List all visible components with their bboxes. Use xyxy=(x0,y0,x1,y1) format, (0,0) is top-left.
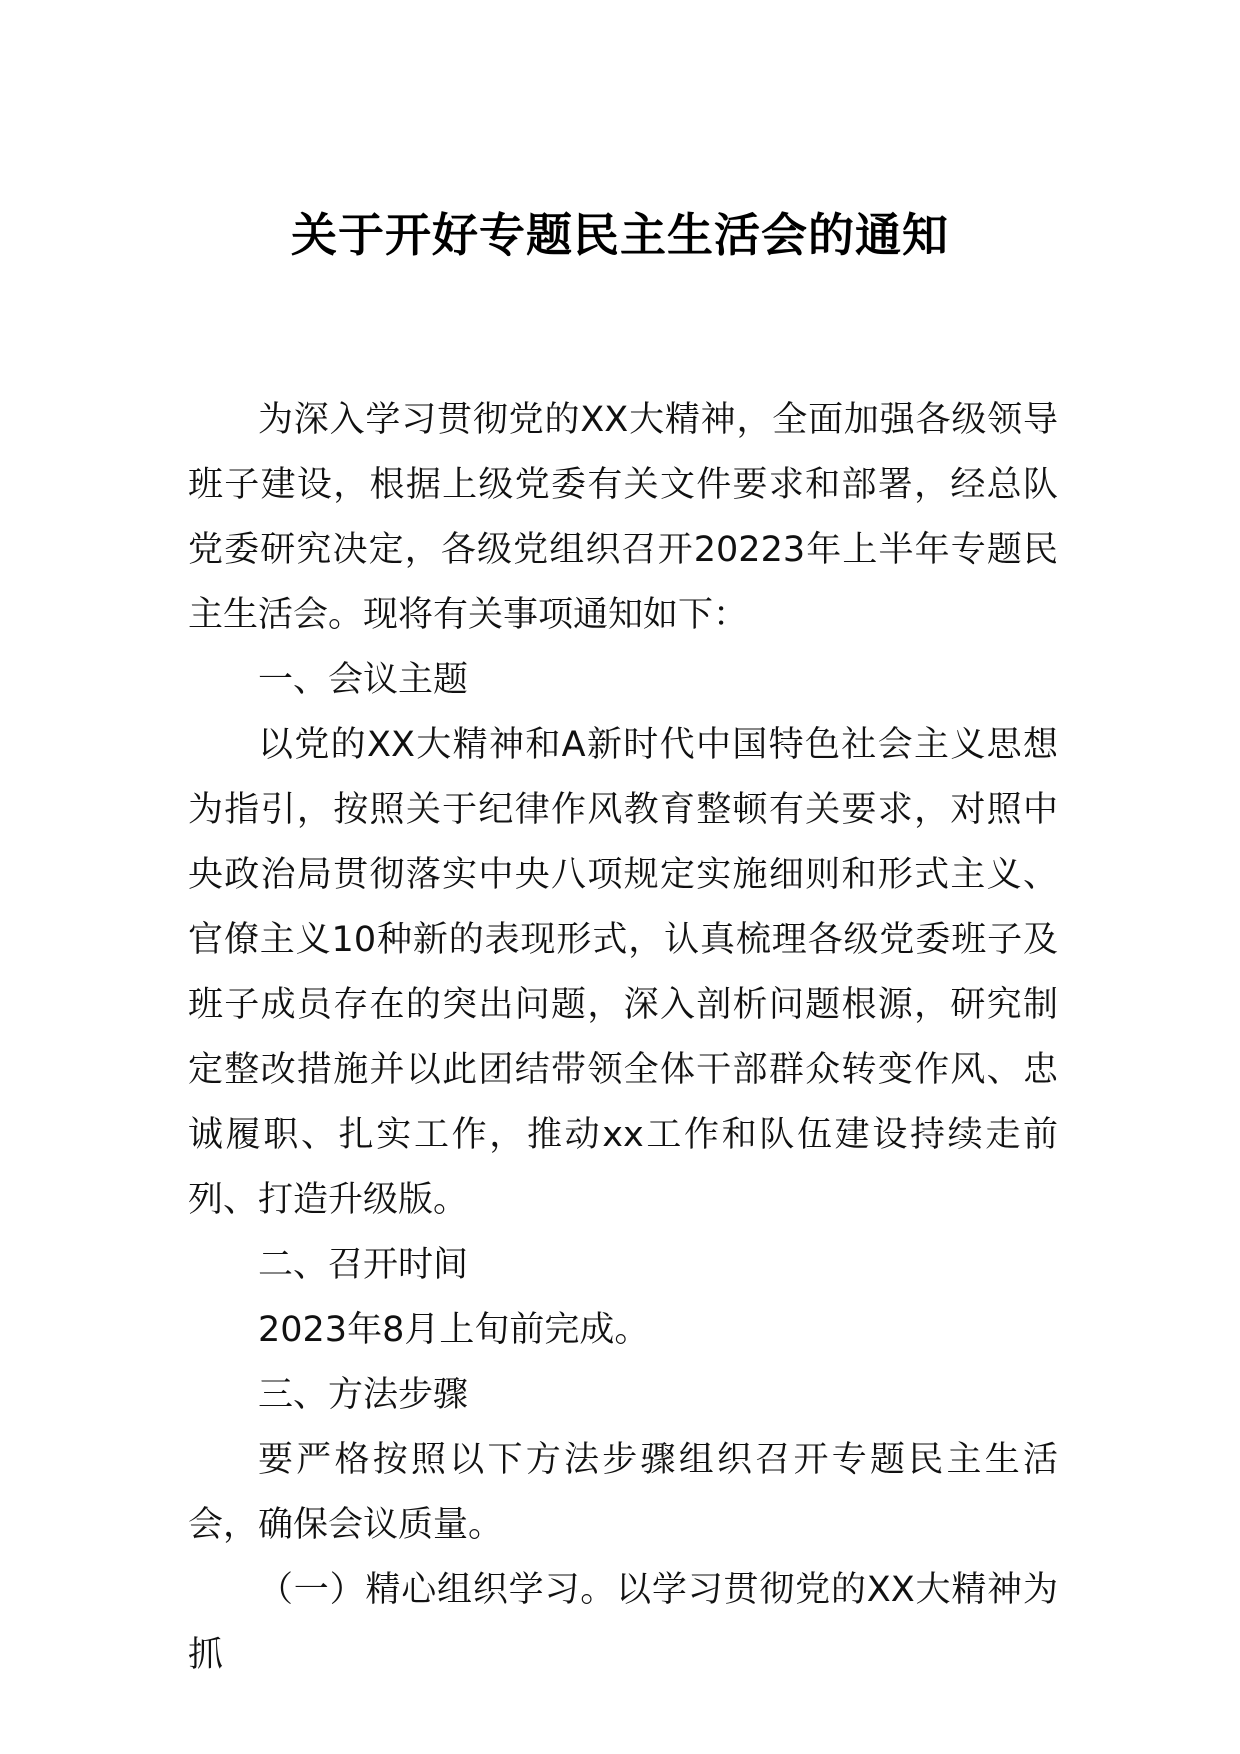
intro-paragraph: 为深入学习贯彻党的XX大精神，全面加强各级领导班子建设，根据上级党委有关文件要求和部署，经总队党委研究决定，各级党组织召开20223年上半年专题民主生活会。现将有关事项通知如下： xyxy=(188,400,1058,635)
document-body xyxy=(188,388,1058,1688)
section-heading-theme: 一、会议主题 xyxy=(258,660,469,700)
time-paragraph: 2023年8月上旬前完成。 xyxy=(258,1310,650,1350)
study-paragraph: （一）精心组织学习。以学习贯彻党的XX大精神为抓 xyxy=(188,1570,1058,1675)
steps-paragraph: 要严格按照以下方法步骤组织召开专题民主生活会，确保会议质量。 xyxy=(188,1440,1058,1545)
section-heading-steps: 三、方法步骤 xyxy=(258,1375,469,1415)
section-heading-time: 二、召开时间 xyxy=(258,1245,469,1285)
theme-paragraph: 以党的XX大精神和A新时代中国特色社会主义思想为指引，按照关于纪律作风教育整顿有关要求，对照中央政治局贯彻落实中央八项规定实施细则和形式主义、官僚主义10种新的表现形式，认真梳理各级党委班子及班子成员存在的突出问题，深入剖析问题根源，研究制定整改措施并以此团结带领全体干部群众转变作风、忠诚履职、扎实工作，推动xx工作和队伍建设持续走前列、打造升级版。 xyxy=(188,725,1058,1220)
document-title: 关于开好专题民主生活会的通知 xyxy=(291,208,949,262)
